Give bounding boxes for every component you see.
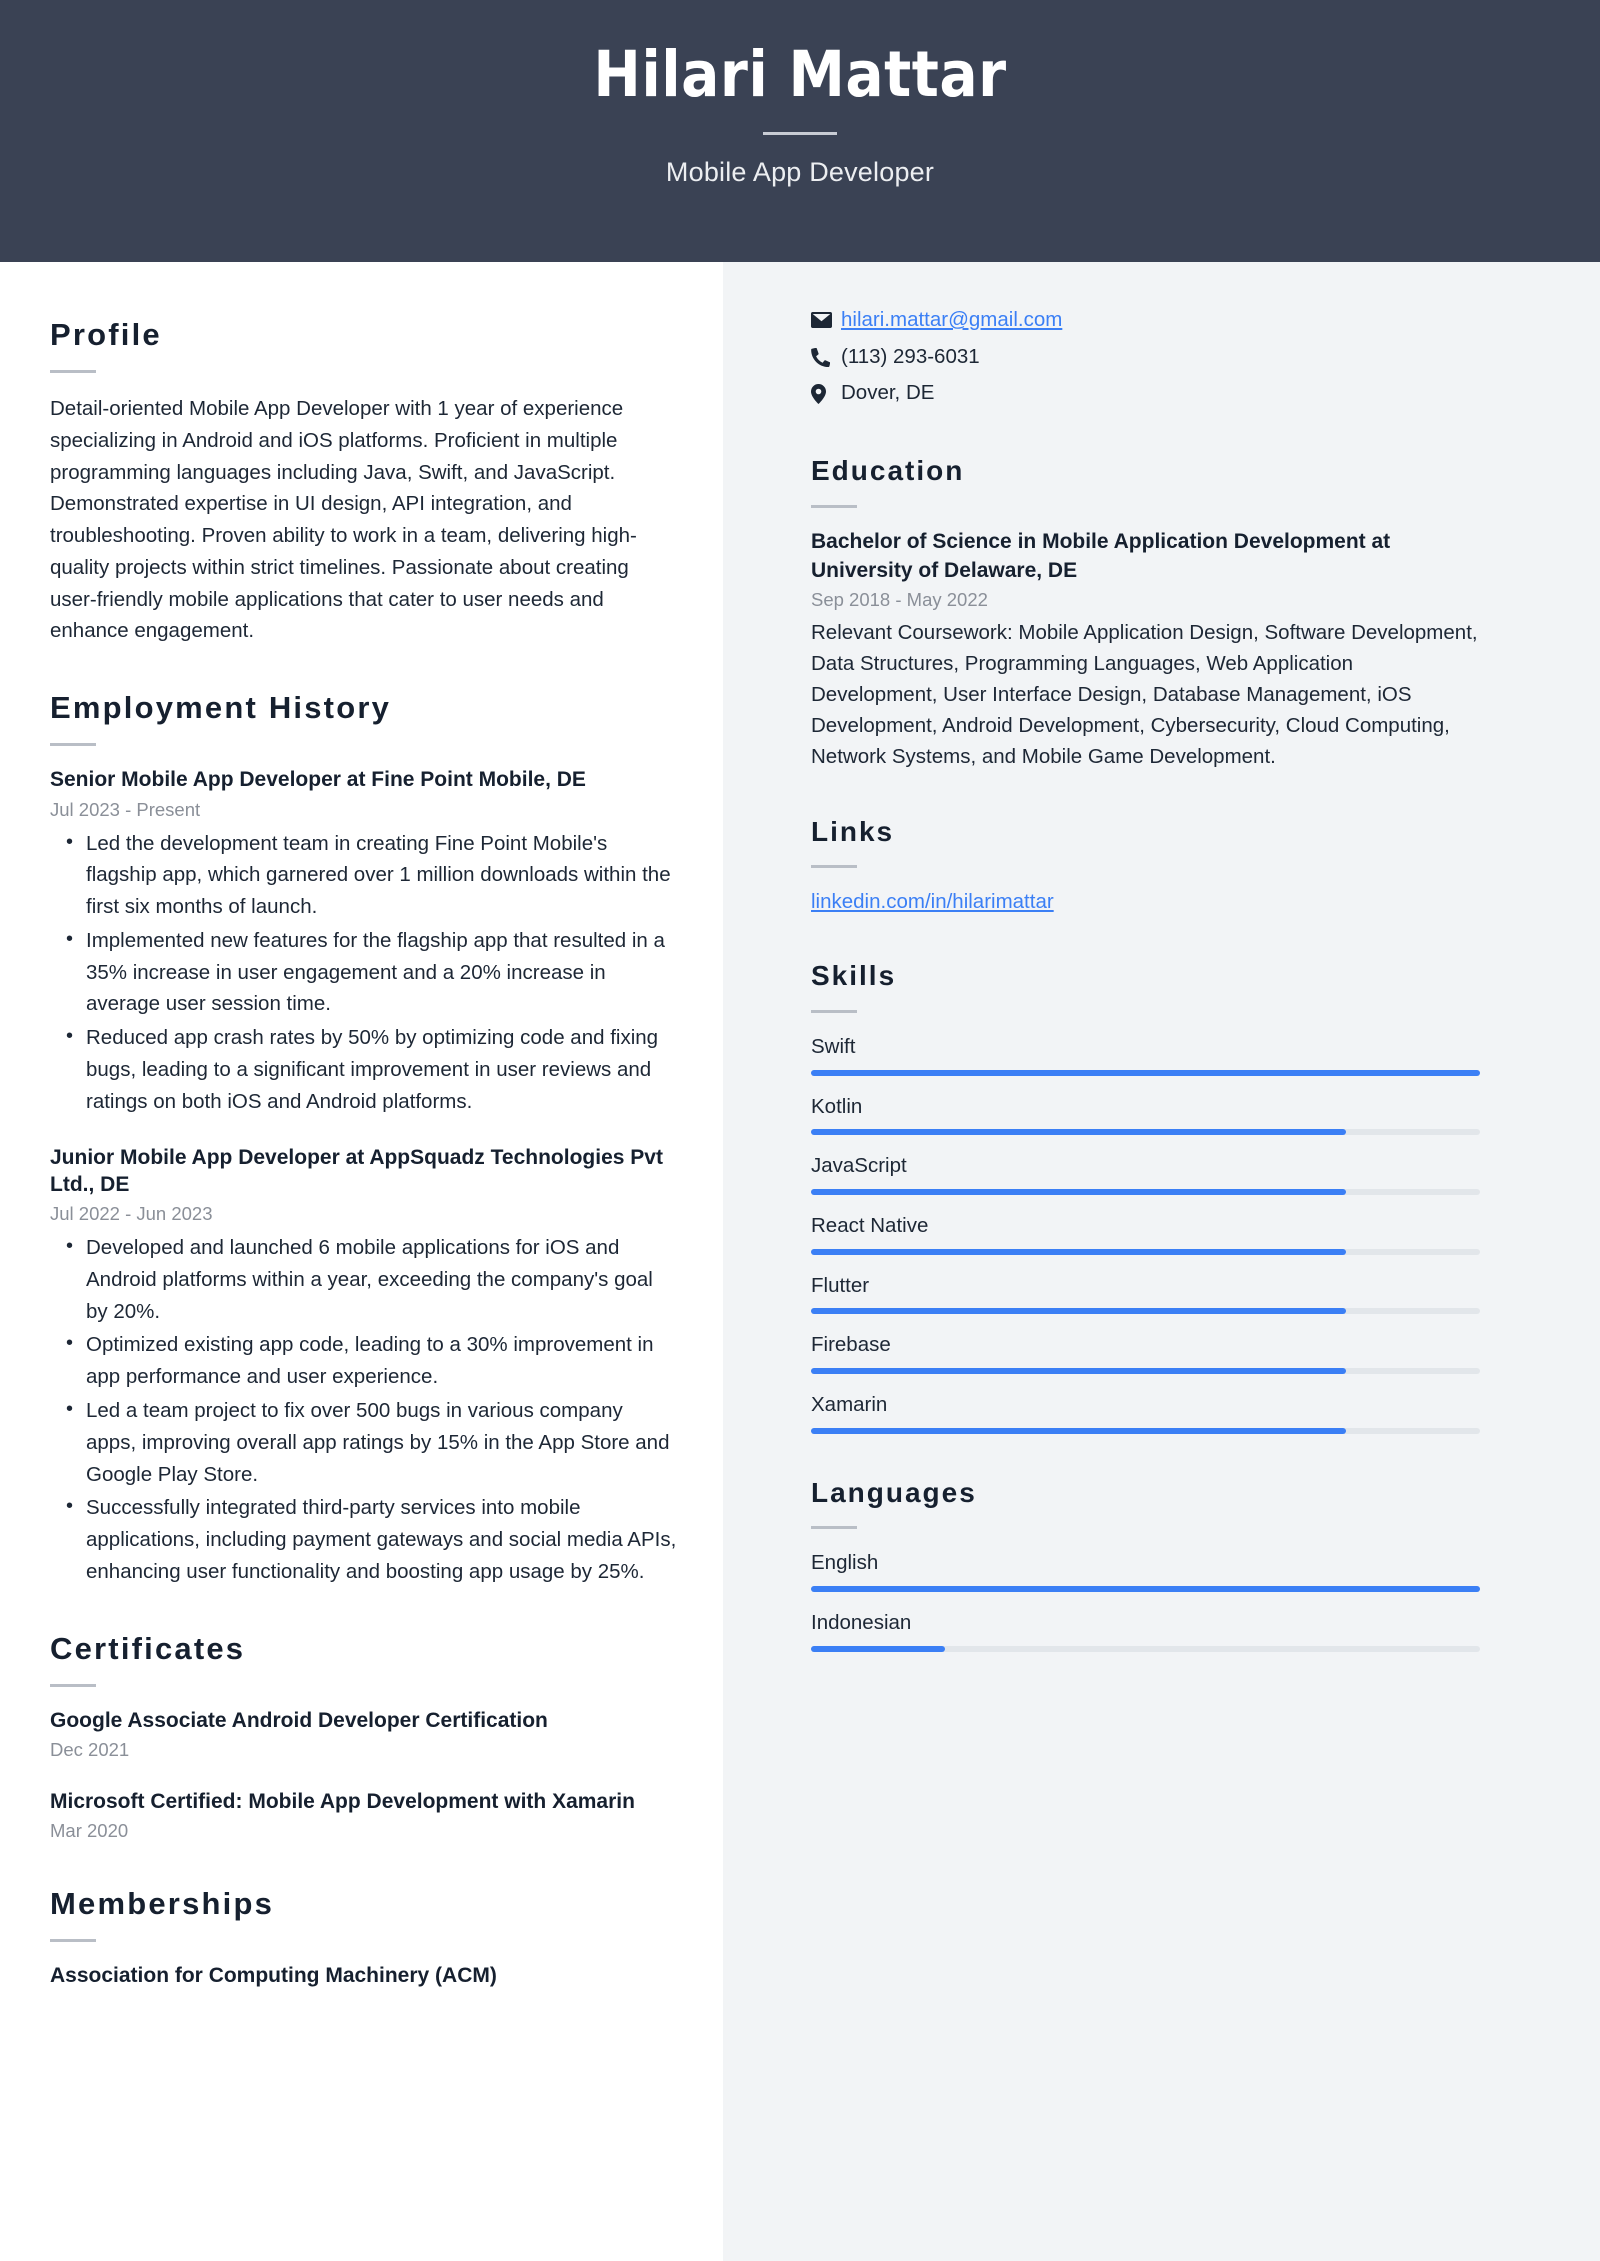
- location-text: Dover, DE: [841, 381, 935, 405]
- section-profile: [50, 318, 677, 647]
- list-item: • Optimized existing app code, leading to a 30% improvement in app performance and user experience.: [50, 1329, 677, 1393]
- section-links: [811, 817, 1480, 917]
- list-item: • Led a team project to fix over 500 bugs in various company apps, improving overall app ratings by 15% in the App Store and Google Play Store.: [50, 1395, 677, 1490]
- education-degree: Bachelor of Science in Mobile Application Development at University of Delaware, DE: [811, 529, 1391, 582]
- section-divider: [50, 370, 96, 373]
- section-divider: [811, 505, 857, 508]
- certificate-title: Google Associate Android Developer Certification: [50, 1708, 548, 1732]
- certificate-date: Mar 2020: [50, 1820, 129, 1842]
- section-skills: [811, 961, 1480, 1434]
- skill-bar-fill: [811, 1070, 1480, 1076]
- skill-bar-track: [811, 1189, 1480, 1195]
- section-certificates: [50, 1632, 677, 1844]
- skill-item: [811, 1391, 1480, 1434]
- section-employment-history: [50, 691, 677, 1587]
- header-divider: [763, 132, 837, 135]
- links-heading: Links: [811, 815, 895, 847]
- memberships-heading: Memberships: [50, 1886, 275, 1922]
- list-item: • Implemented new features for the flagship app that resulted in a 35% increase in user engagement and a 20% increase in average user session time.: [50, 925, 677, 1020]
- profile-heading: Profile: [50, 317, 162, 352]
- skill-label: JavaScript: [811, 1154, 907, 1178]
- phone-icon: [811, 348, 841, 367]
- section-divider: [811, 1010, 857, 1013]
- language-label: English: [811, 1551, 879, 1575]
- education-description: Relevant Coursework: Mobile Application Design, Software Development, Data Structures, Programming Languages, Web Application Development, User Interface Design, Database Management, iOS Development, Android Development, Cybersecurity, Cloud Computing, Network Systems, and Mobile Game Development.: [811, 620, 1478, 769]
- email-link[interactable]: hilari.mattar@gmail.com: [841, 308, 1063, 331]
- skill-label: Flutter: [811, 1273, 870, 1297]
- sidebar-column: [723, 262, 1600, 2261]
- list-item: • Led the development team in creating Fine Point Mobile's flagship app, which garnered over 1 million downloads within the first six months of launch.: [50, 828, 677, 923]
- resume-body: [0, 262, 1600, 2261]
- list-item: • Successfully integrated third-party services into mobile applications, including payment gateways and social media APIs, enhancing user functionality and boosting app usage by 25%.: [50, 1492, 677, 1587]
- linkedin-link[interactable]: linkedin.com/in/hilarimattar: [811, 890, 1054, 914]
- skill-bar-fill: [811, 1129, 1346, 1135]
- skill-bar-fill: [811, 1368, 1346, 1374]
- certificate-entry: [50, 1788, 677, 1843]
- skill-bar-fill: [811, 1249, 1346, 1255]
- section-education: [811, 456, 1480, 772]
- main-column: [0, 262, 723, 2261]
- employment-entry: [50, 766, 677, 1117]
- skill-item: [811, 1272, 1480, 1315]
- language-bar-track: [811, 1586, 1480, 1592]
- language-bar-track: [811, 1646, 1480, 1652]
- skills-heading: Skills: [811, 960, 897, 992]
- job-title: Senior Mobile App Developer at Fine Point Mobile, DE: [50, 768, 586, 792]
- membership-entry: [50, 1962, 677, 1989]
- section-divider: [50, 743, 96, 746]
- profile-text: Detail-oriented Mobile App Developer with 1 year of experience specializing in Android and iOS platforms. Proficient in multiple programming languages including Java, Swift, and JavaScript. Demonstrated expertise in UI design, API integration, and troubleshooting. Proven ability to work in a team, delivering high-quality projects within strict timelines. Passionate about creating user-friendly mobile applications that cater to user needs and enhance engagement.: [50, 397, 637, 643]
- language-bar-fill: [811, 1586, 1480, 1592]
- resume-header: [0, 0, 1600, 262]
- employment-heading: Employment History: [50, 690, 392, 726]
- skill-item: [811, 1212, 1480, 1255]
- language-bar-fill: [811, 1646, 945, 1652]
- language-label: Indonesian: [811, 1611, 912, 1634]
- list-item: • Developed and launched 6 mobile applications for iOS and Android platforms within a year, exceeding the company's goal by 20%.: [50, 1232, 677, 1327]
- contact-row-phone: [811, 343, 1480, 372]
- skill-item: [811, 1331, 1480, 1374]
- skill-item: [811, 1152, 1480, 1195]
- skill-bar-fill: [811, 1189, 1346, 1195]
- skill-bar-fill: [811, 1308, 1346, 1314]
- header-job-title: Mobile App Developer: [665, 157, 935, 188]
- phone-number: (113) 293-6031: [841, 344, 980, 368]
- page-title: Hilari Mattar: [593, 38, 1007, 111]
- skill-label: Kotlin: [811, 1094, 863, 1118]
- certificate-date: Dec 2021: [50, 1739, 130, 1760]
- language-item: [811, 1549, 1480, 1592]
- section-memberships: [50, 1887, 677, 1989]
- job-date: Jul 2022 - Jun 2023: [50, 1203, 213, 1225]
- envelope-icon: [811, 312, 841, 328]
- certificate-entry: [50, 1707, 677, 1762]
- section-languages: [811, 1478, 1480, 1652]
- contact-row-email[interactable]: [811, 306, 1480, 335]
- skill-bar-fill: [811, 1428, 1346, 1434]
- skill-label: Swift: [811, 1034, 856, 1058]
- skill-bar-track: [811, 1308, 1480, 1314]
- languages-heading: Languages: [811, 1476, 977, 1508]
- section-divider: [50, 1684, 96, 1687]
- list-item: • Reduced app crash rates by 50% by optimizing code and fixing bugs, leading to a significant improvement in user reviews and ratings on both iOS and Android platforms.: [50, 1022, 677, 1117]
- skill-bar-track: [811, 1129, 1480, 1135]
- education-heading: Education: [811, 455, 965, 487]
- job-date: Jul 2023 - Present: [50, 798, 201, 820]
- certificates-heading: Certificates: [50, 1630, 246, 1666]
- skill-item: [811, 1093, 1480, 1136]
- skill-bar-track: [811, 1070, 1480, 1076]
- contact-row-location: [811, 379, 1480, 408]
- employment-entry: [50, 1144, 677, 1588]
- skill-bar-track: [811, 1428, 1480, 1434]
- section-divider: [811, 1526, 857, 1529]
- skill-label: Firebase: [811, 1333, 891, 1357]
- job-bullets: [50, 1232, 677, 1587]
- skill-bar-track: [811, 1249, 1480, 1255]
- map-pin-icon: [811, 384, 841, 404]
- membership-title: Association for Computing Machinery (ACM): [50, 1964, 497, 1988]
- certificate-title: Microsoft Certified: Mobile App Development with Xamarin: [50, 1790, 635, 1814]
- section-divider: [50, 1939, 96, 1942]
- job-title: Junior Mobile App Developer at AppSquadz Technologies Pvt Ltd., DE: [50, 1145, 663, 1196]
- section-divider: [811, 865, 857, 868]
- job-bullets: [50, 828, 677, 1118]
- education-date: Sep 2018 - May 2022: [811, 588, 988, 610]
- skill-item: [811, 1033, 1480, 1076]
- contact-block: [811, 306, 1480, 408]
- skill-label: React Native: [811, 1213, 929, 1237]
- language-item: [811, 1609, 1480, 1652]
- skill-bar-track: [811, 1368, 1480, 1374]
- skill-label: Xamarin: [811, 1392, 888, 1416]
